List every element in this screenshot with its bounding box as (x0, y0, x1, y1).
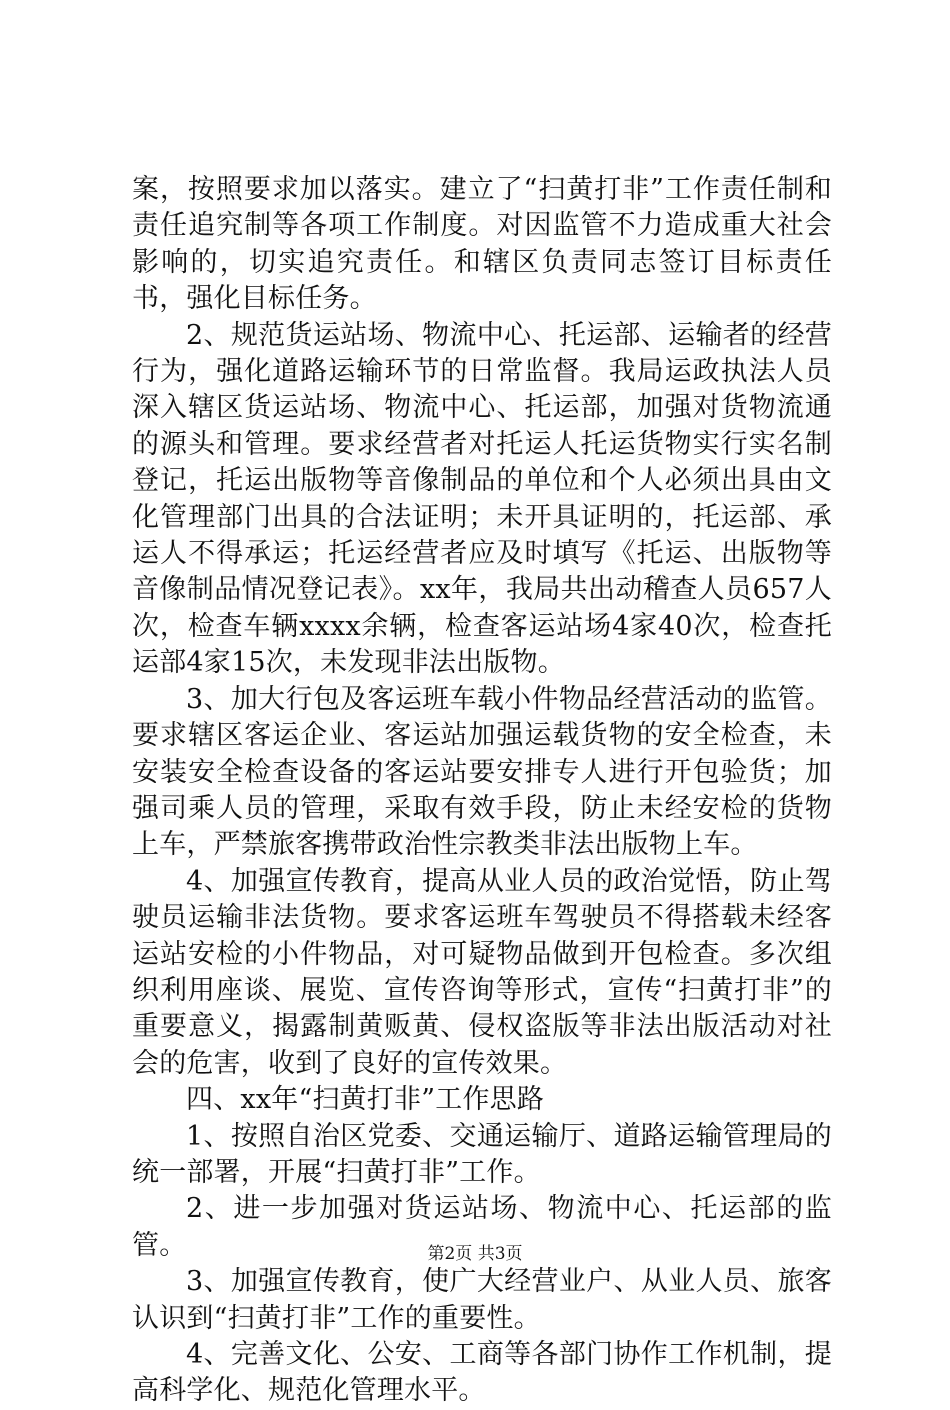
page-number-footer: 第2页 共3页 (427, 1244, 523, 1264)
plan-item-4: 4、完善文化、公安、工商等各部门协作工作机制，提高科学化、规范化管理水平。 (132, 1339, 832, 1407)
plan-item-2: 2、进一步加强对货运站场、物流中心、托运部的监管。 (132, 1193, 832, 1261)
paragraph-item-4: 4、加强宣传教育，提高从业人员的政治觉悟，防止驾驶员运输非法货物。要求客运班车驾驶员不得搭载未经客运站安检的小件物品，对可疑物品做到开包检查。多次组织利用座谈、展览、宣传咨询等形式，宣传“扫黄打非”的重要意义，揭露制黄贩黄、侵权盗版等非法出版活动对社会的危害，收到了良好的宣传效果。 (132, 865, 832, 1079)
document-body (132, 172, 832, 1410)
paragraph-item-3: 3、加大行包及客运班车载小件物品经营活动的监管。要求辖区客运企业、客运站加强运载货物的安全检查，未安装安全检查设备的客运站要安排专人进行开包验货；加强司乘人员的管理，采取有效手段，防止未经安检的货物上车，严禁旅客携带政治性宗教类非法出版物上车。 (132, 683, 832, 861)
paragraph-item-2: 2、规范货运站场、物流中心、托运部、运输者的经营行为，强化道路运输环节的日常监督。我局运政执法人员深入辖区货运站场、物流中心、托运部，加强对货物流通的源头和管理。要求经营者对托运人托运货物实行实名制登记，托运出版物等音像制品的单位和个人必须出具由文化管理部门出具的合法证明；未开具证明的，托运部、承运人不得承运；托运经营者应及时填写《托运、出版物等音像制品情况登记表》。xx年，我局共出动稽查人员657人次，检查车辆xxxx余辆，检查客运站场4家40次，检查托运部4家15次，未发现非法出版物。 (132, 319, 832, 679)
plan-item-3: 3、加强宣传教育，使广大经营业户、从业人员、旅客认识到“扫黄打非”工作的重要性。 (132, 1266, 832, 1334)
paragraph-continuation: 案，按照要求加以落实。建立了“扫黄打非”工作责任制和责任追究制等各项工作制度。对因监管不力造成重大社会影响的，切实追究责任。和辖区负责同志签订目标责任书，强化目标任务。 (132, 174, 832, 315)
section-heading-4: 四、xx年“扫黄打非”工作思路 (186, 1084, 545, 1116)
plan-item-1: 1、按照自治区党委、交通运输厅、道路运输管理局的统一部署，开展“扫黄打非”工作。 (132, 1120, 832, 1188)
